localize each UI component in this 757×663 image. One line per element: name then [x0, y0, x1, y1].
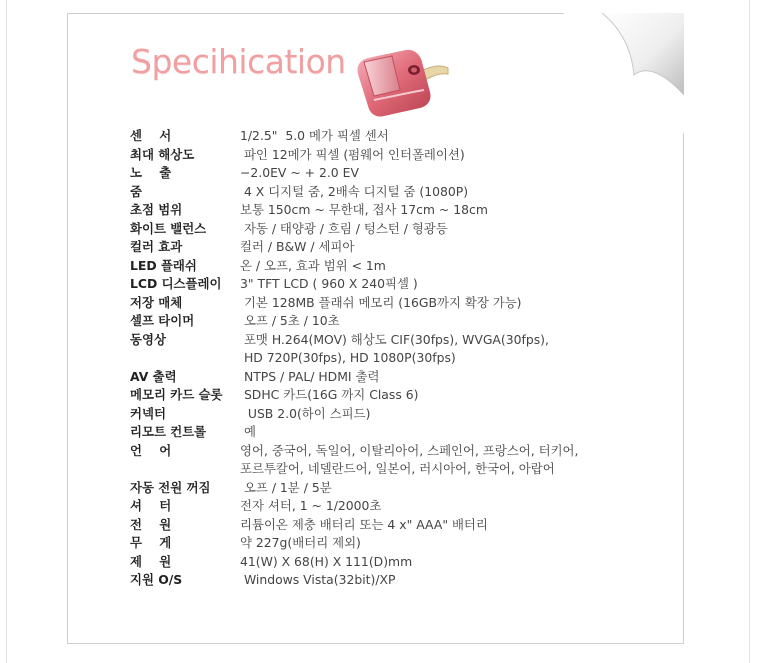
spec-label: LCD 디스플레이	[130, 276, 222, 291]
spec-label: 저장 매체	[130, 294, 183, 310]
spec-label: 제 원	[130, 553, 172, 569]
spec-value: 리튬이온 제충 배터리 또는 4 x" AAA" 배터리	[240, 516, 488, 532]
spec-label: 동영상	[130, 331, 166, 347]
spec-label: 초점 범위	[130, 202, 183, 217]
spec-row-shutter	[130, 497, 650, 516]
spec-value: 1/2.5" 5.0 메가 픽셀 센서	[240, 128, 389, 143]
spec-row-power	[130, 516, 650, 535]
spec-row-focus	[130, 201, 650, 220]
spec-row-video-cont	[130, 349, 650, 368]
spec-label: 자동 전원 꺼짐	[130, 479, 211, 495]
spec-value: 영어, 중국어, 독일어, 이탈리아어, 스페인어, 프랑스어, 터키어,	[240, 442, 579, 458]
spec-card	[67, 13, 684, 644]
spec-label: LED 플래쉬	[130, 257, 197, 273]
spec-label: 화이트 밸런스	[130, 220, 207, 236]
spec-value: 4 X 디지털 줌, 2배속 디지털 줌 (1080P)	[240, 183, 469, 199]
spec-value: 컬러 / B&W / 세피아	[240, 239, 355, 254]
spec-row-resolution	[130, 146, 650, 165]
spec-row-language	[130, 442, 650, 461]
spec-label: 커넥터	[130, 405, 166, 421]
spec-row-dimensions	[130, 553, 650, 572]
spec-label: 무 게	[130, 535, 172, 550]
spec-value: 약 227g(배터리 제외)	[240, 535, 361, 550]
spec-value: 보통 150cm ~ 무한대, 접사 17cm ~ 18cm	[240, 202, 488, 217]
spec-label: 줌	[130, 183, 142, 199]
spec-label: 전 원	[130, 516, 172, 532]
spec-value: 자동 / 태양광 / 흐림 / 텅스턴 / 형광등	[240, 220, 448, 236]
spec-row-os	[130, 571, 650, 590]
spec-value: 포맷 H.264(MOV) 해상도 CIF(30fps), WVGA(30fps),	[240, 331, 549, 347]
spec-value: 3" TFT LCD ( 960 X 240픽셀 )	[240, 276, 418, 291]
spec-value: NTPS / PAL/ HDMI 출력	[240, 368, 380, 384]
spec-value: −2.0EV ~ + 2.0 EV	[240, 165, 359, 180]
spec-value: 예	[240, 424, 256, 439]
spec-row-exposure	[130, 164, 650, 183]
spec-row-sensor	[130, 127, 650, 146]
spec-row-video	[130, 331, 650, 350]
spec-value: 파인 12메가 픽셀 (펌웨어 인터폴레이션)	[240, 146, 465, 162]
spec-value: 41(W) X 68(H) X 111(D)mm	[240, 553, 413, 569]
spec-row-storage	[130, 294, 650, 313]
spec-row-memory-slot	[130, 386, 650, 405]
spec-row-self-timer	[130, 312, 650, 331]
spec-label: 리모트 컨트롤	[130, 424, 207, 439]
spec-value: 포르투칼어, 네델란드어, 일본어, 러시아어, 한국어, 아랍어	[240, 461, 555, 476]
spec-row-weight	[130, 534, 650, 553]
spec-row-remote	[130, 423, 650, 442]
spec-row-av-output	[130, 368, 650, 387]
spec-value: 기본 128MB 플래쉬 메모리 (16GB까지 확장 가능)	[240, 294, 522, 310]
spec-value: 오프 / 1분 / 5분	[240, 479, 332, 495]
spec-label: 노 출	[130, 165, 172, 180]
spec-value: Windows Vista(32bit)/XP	[240, 572, 396, 587]
spec-list	[130, 127, 650, 590]
spec-row-connector	[130, 405, 650, 424]
spec-label: 셔 터	[130, 498, 172, 513]
camcorder-icon	[344, 40, 454, 120]
spec-label: 센 서	[130, 128, 172, 143]
spec-label: 지원 O/S	[130, 572, 183, 587]
spec-row-flash	[130, 257, 650, 276]
spec-row-auto-power-off	[130, 479, 650, 498]
spec-label: 최대 해상도	[130, 146, 195, 162]
spec-row-white-balance	[130, 220, 650, 239]
page-title: Specihication	[131, 42, 346, 81]
spec-label: AV 출력	[130, 368, 177, 384]
spec-value: HD 720P(30fps), HD 1080P(30fps)	[240, 350, 456, 365]
spec-row-lcd	[130, 275, 650, 294]
spec-label: 언 어	[130, 442, 172, 458]
spec-label: 컬러 효과	[130, 239, 183, 254]
spec-value: 온 / 오프, 효과 범위 < 1m	[240, 257, 386, 273]
page-curl-icon	[564, 13, 684, 133]
spec-value: SDHC 카드(16G 까지 Class 6)	[240, 387, 419, 402]
spec-label: 셀프 타이머	[130, 313, 195, 328]
spec-row-color-effect	[130, 238, 650, 257]
spec-label: 메모리 카드 슬롯	[130, 387, 223, 402]
spec-row-language-cont	[130, 460, 650, 479]
spec-value: USB 2.0(하이 스피드)	[240, 405, 371, 421]
spec-value: 오프 / 5초 / 10초	[240, 313, 340, 328]
spec-row-zoom	[130, 183, 650, 202]
spec-value: 전자 셔터, 1 ~ 1/2000초	[240, 498, 382, 513]
